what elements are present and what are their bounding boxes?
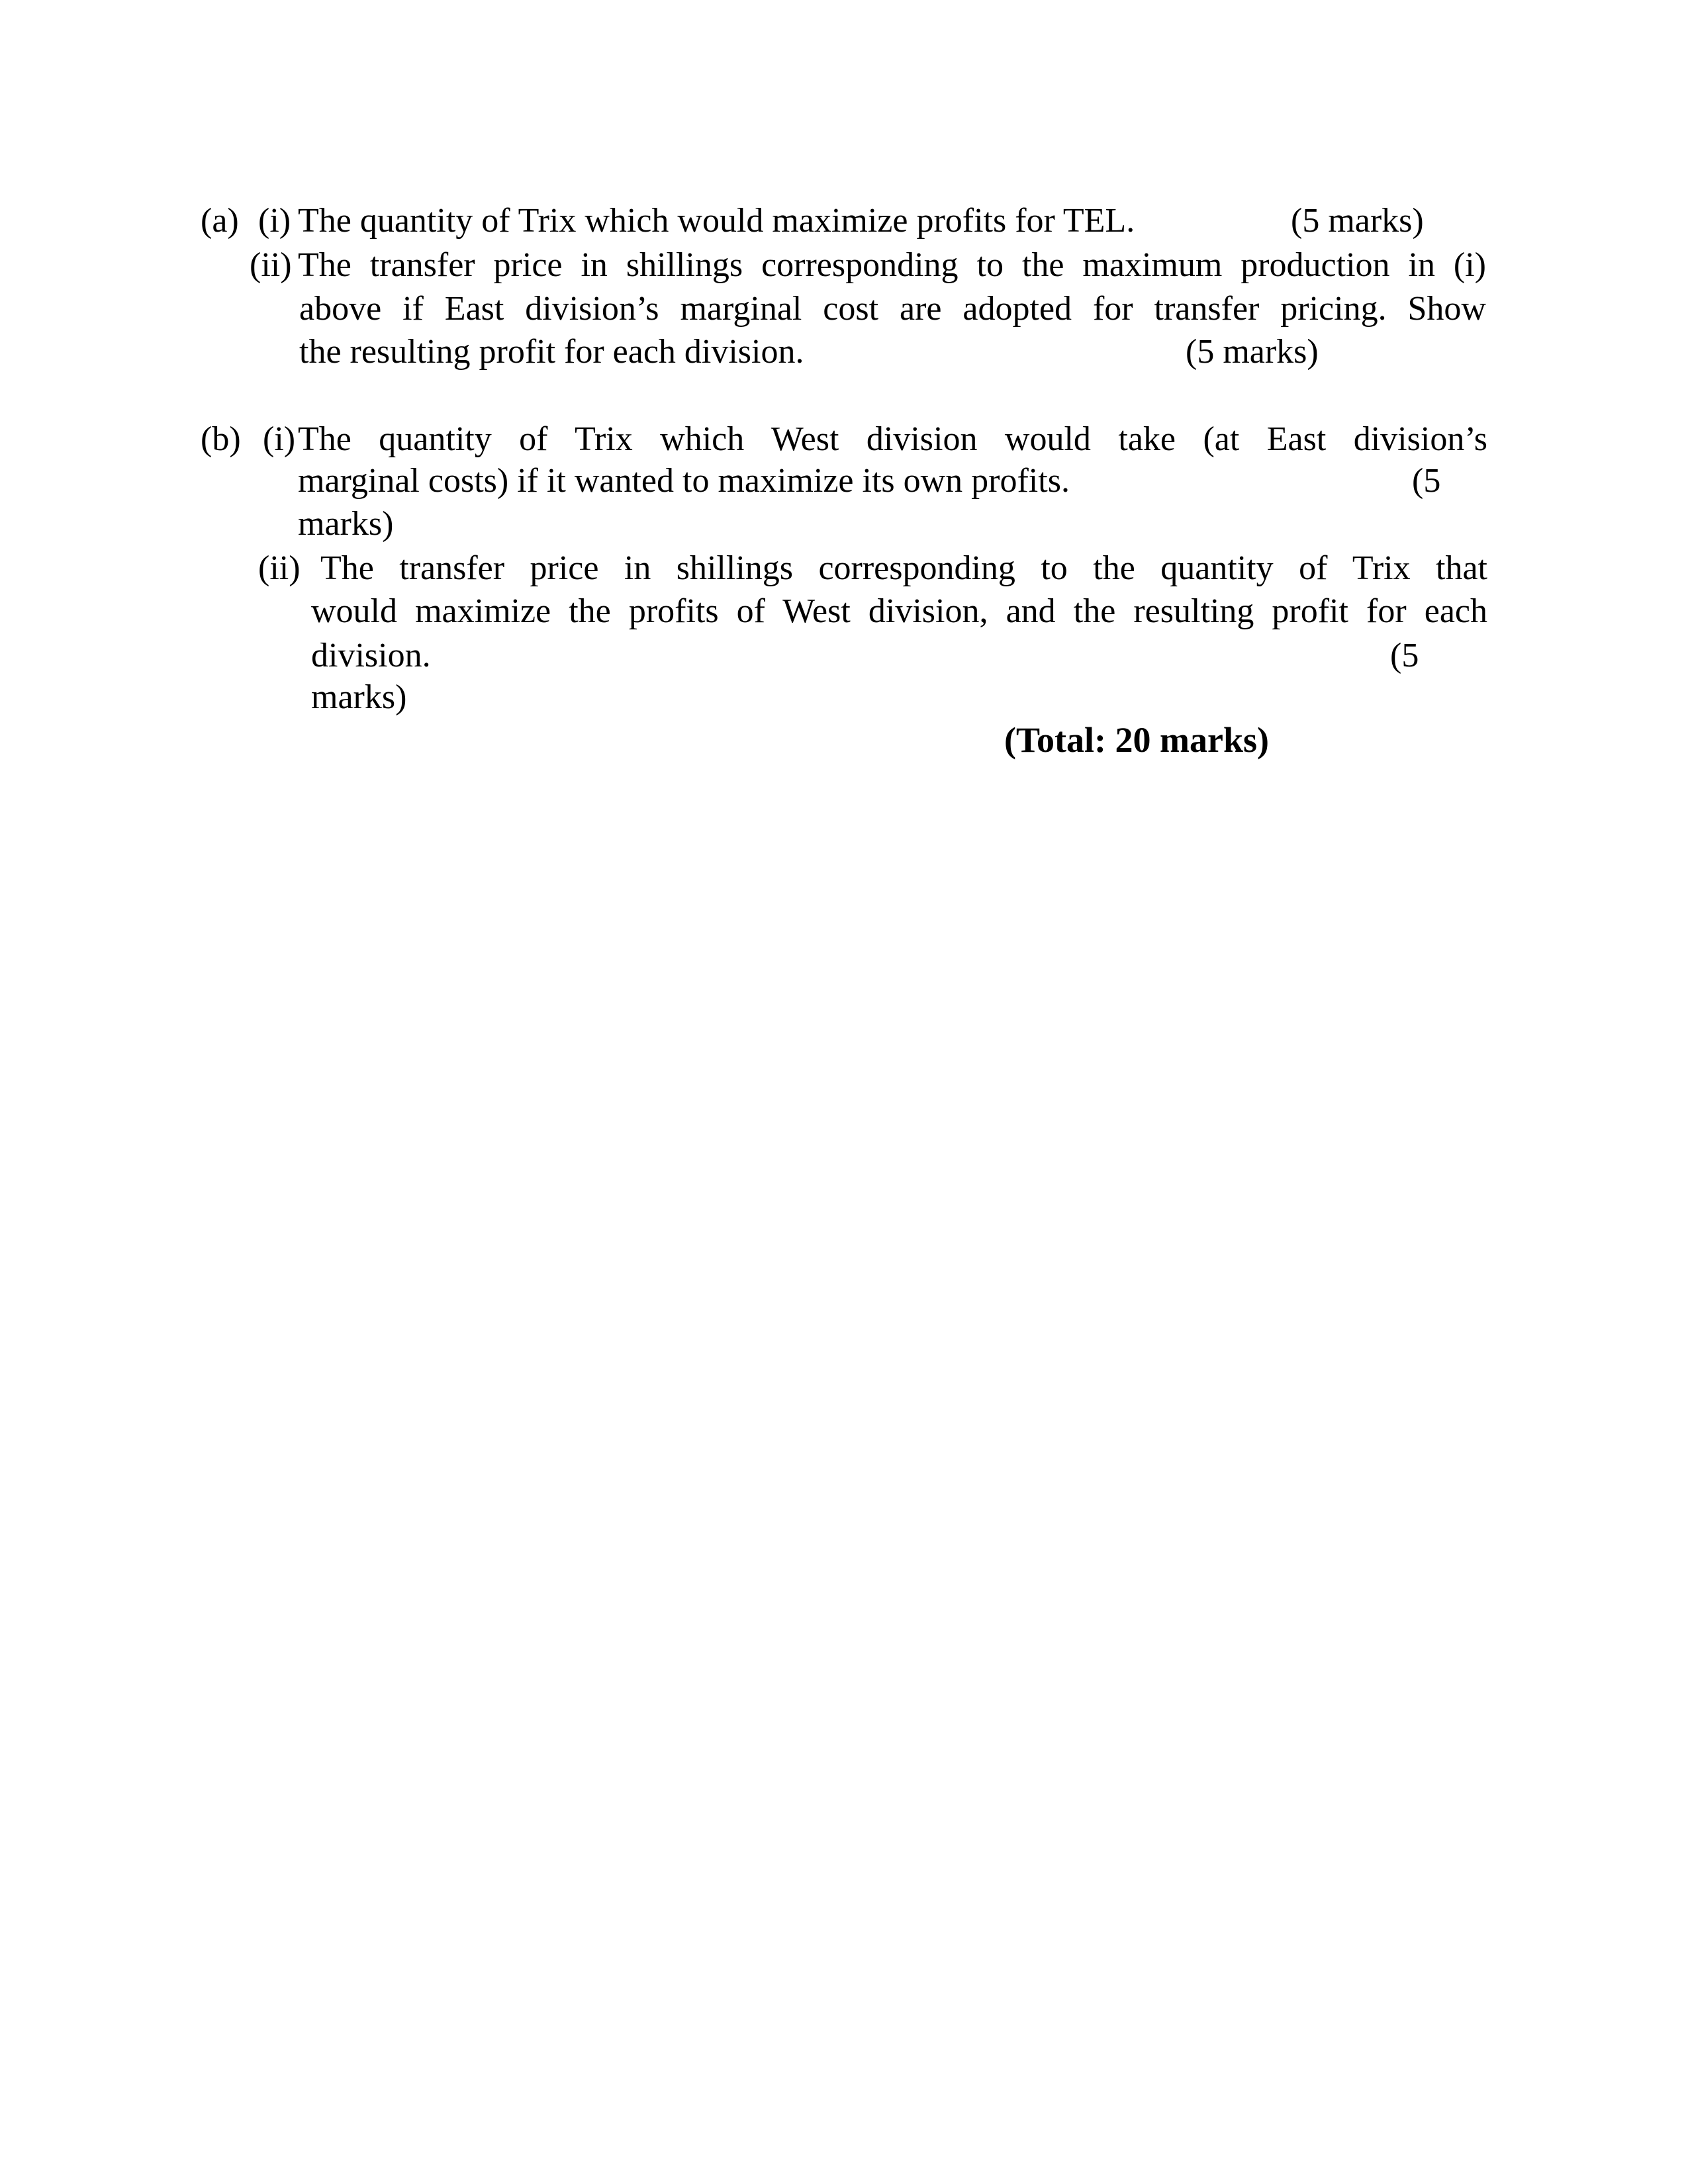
part-b-i-line-1: The quantity of Trix which West division would take (at East division’s [298, 420, 1487, 458]
part-a-label: (a) [201, 202, 239, 240]
part-a-ii-line-3: the resulting profit for each division. [299, 333, 804, 371]
part-b-ii-marks-close: marks) [311, 678, 407, 716]
part-a-i-marks: (5 marks) [1291, 202, 1424, 240]
part-b-ii-marks-open: (5 [1390, 637, 1419, 674]
part-b-label: (b) [201, 420, 241, 458]
part-a-i-label: (i) [258, 202, 291, 240]
part-a-ii-marks: (5 marks) [1186, 333, 1319, 371]
part-a-i-question: The quantity of Trix which would maximize profits for TEL. [298, 202, 1135, 240]
part-b-ii-line-3: division. [311, 637, 431, 674]
part-a-ii-line-1: The transfer price in shillings corresponding to the maximum production in (i) [298, 246, 1486, 284]
part-b-ii-line-2: would maximize the profits of West division, and the resulting profit for each [311, 592, 1487, 630]
part-a-ii-label: (ii) [250, 246, 292, 284]
part-b-i-marks-open: (5 [1412, 462, 1441, 500]
total-marks: (Total: 20 marks) [1004, 720, 1269, 760]
part-b-ii-label: (ii) [258, 549, 301, 587]
part-b-i-line-2: marginal costs) if it wanted to maximize its own profits. [298, 462, 1070, 500]
part-b-i-marks-close: marks) [298, 505, 394, 543]
part-a-ii-line-2: above if East division’s marginal cost are adopted for transfer pricing. Show [299, 290, 1486, 328]
part-b-i-label: (i) [263, 420, 296, 458]
part-b-ii-line-1: The transfer price in shillings corresponding to the quantity of Trix that [320, 549, 1487, 587]
